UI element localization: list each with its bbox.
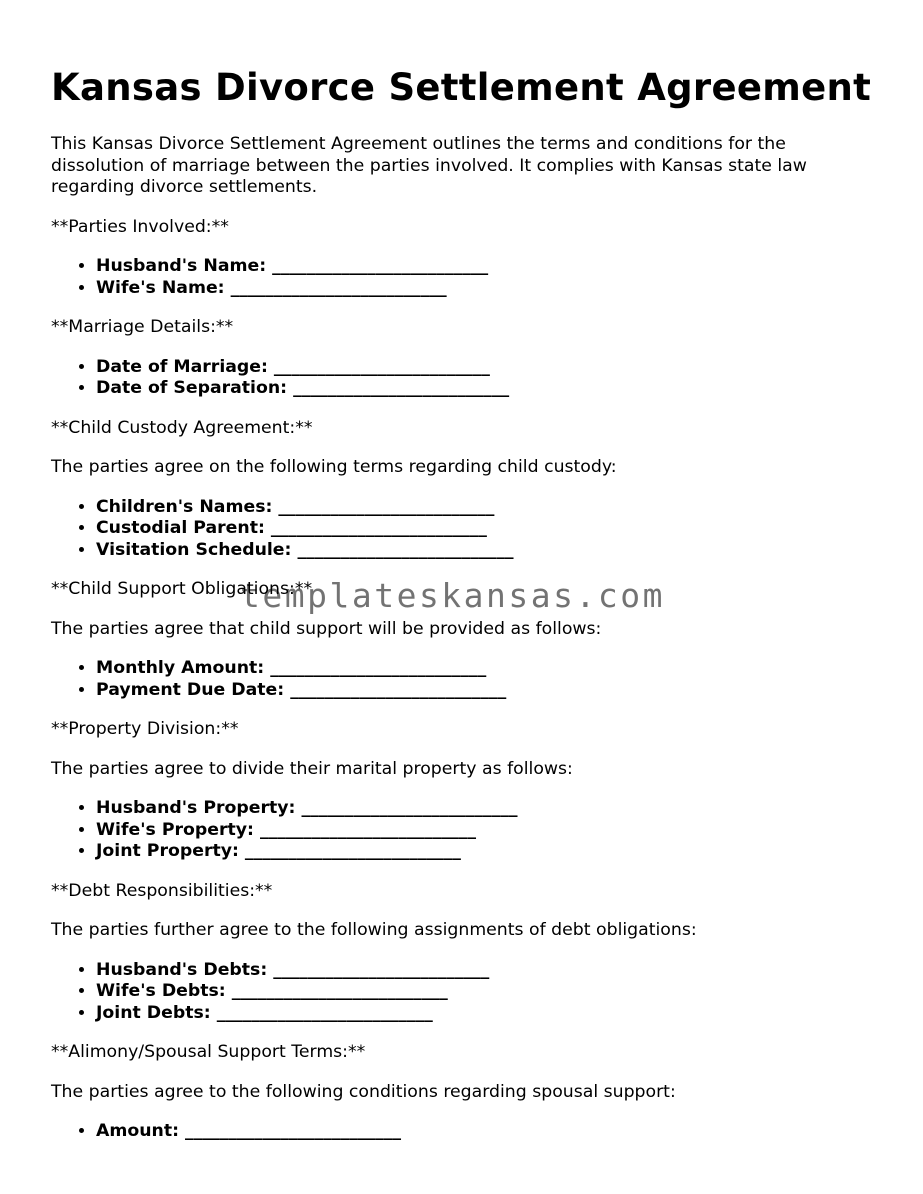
field-joint-property: • Joint Property: _________________________ <box>96 841 881 863</box>
parties-list <box>51 256 881 299</box>
debt-list <box>51 960 881 1025</box>
section-heading-marriage: **Marriage Details:** <box>51 317 234 337</box>
field-custodial-parent: • Custodial Parent: _________________________ <box>96 518 881 540</box>
field-joint-debts: • Joint Debts: _________________________ <box>96 1003 881 1025</box>
field-wife-debts: • Wife's Debts: _________________________ <box>96 981 881 1003</box>
property-paragraph: The parties agree to divide their marital property as follows: <box>51 758 573 779</box>
alimony-list <box>51 1121 881 1143</box>
alimony-paragraph: The parties agree to the following conditions regarding spousal support: <box>51 1081 676 1102</box>
field-payment-due-date: • Payment Due Date: _________________________ <box>96 680 881 702</box>
field-childrens-names: • Children's Names: _________________________ <box>96 497 881 519</box>
intro-paragraph: This Kansas Divorce Settlement Agreement outlines the terms and conditions for the dissolution of marriage between the parties involved. It complies with Kansas state law regarding divorce settlements. <box>51 134 807 197</box>
section-heading-alimony: **Alimony/Spousal Support Terms:** <box>51 1042 366 1062</box>
field-visitation-schedule: • Visitation Schedule: _________________________ <box>96 540 881 562</box>
custody-paragraph: The parties agree on the following terms regarding child custody: <box>51 457 617 477</box>
section-heading-property: **Property Division:** <box>51 719 239 739</box>
support-list <box>51 658 881 701</box>
support-paragraph: The parties agree that child support will be provided as follows: <box>51 618 602 639</box>
field-alimony-amount: • Amount: _________________________ <box>96 1121 881 1143</box>
marriage-list <box>51 357 881 400</box>
document-title: Kansas Divorce Settlement Agreement <box>51 66 872 109</box>
custody-list <box>51 497 881 562</box>
field-monthly-amount: • Monthly Amount: _________________________ <box>96 658 881 680</box>
debt-paragraph: The parties further agree to the following assignments of debt obligations: <box>51 920 697 940</box>
section-heading-parties: **Parties Involved:** <box>51 216 229 237</box>
field-husband-debts: • Husband's Debts: _________________________ <box>96 960 881 982</box>
field-husband-property: • Husband's Property: _________________________ <box>96 798 881 820</box>
section-heading-custody: **Child Custody Agreement:** <box>51 417 313 438</box>
property-list <box>51 798 881 863</box>
section-heading-support: **Child Support Obligations:** <box>51 579 313 599</box>
field-wife-property: • Wife's Property: _________________________ <box>96 820 881 842</box>
field-husband-name: • Husband's Name: _________________________ <box>96 256 881 278</box>
field-date-of-marriage: • Date of Marriage: _________________________ <box>96 357 881 379</box>
watermark: templateskansas.com <box>240 576 665 615</box>
field-wife-name: • Wife's Name: _________________________ <box>96 278 881 300</box>
field-date-of-separation: • Date of Separation: _________________________ <box>96 378 881 400</box>
document-page <box>51 0 881 1143</box>
section-heading-debt: **Debt Responsibilities:** <box>51 880 273 901</box>
